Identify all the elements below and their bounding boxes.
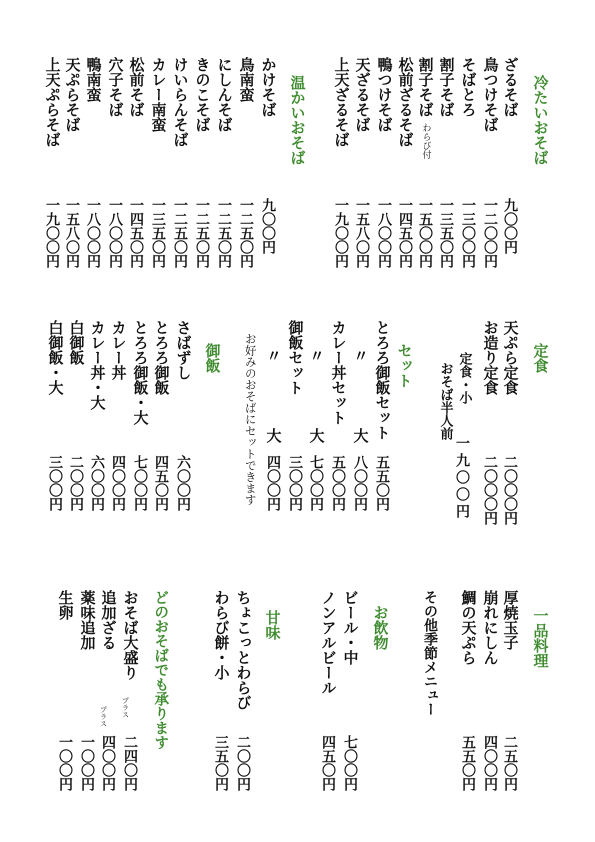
menu-item-price: 一八〇〇円 [85, 198, 101, 268]
menu-item-name: 割子そば [416, 57, 435, 117]
menu-item-name: かけそば [259, 57, 278, 117]
menu-item-name: 厚焼玉子 [501, 590, 520, 650]
menu-item-price: 二五〇円 [502, 735, 518, 791]
menu-item-price: 五五〇円 [374, 455, 390, 511]
menu-item-name: 鳥つけそば [481, 57, 500, 132]
menu-item-name: ノンアルビール [319, 590, 338, 695]
ditto-mark: 〃 [264, 348, 283, 363]
menu-item-name: おそば大盛り [121, 590, 140, 680]
menu-item-name: ざるそば [501, 57, 520, 117]
menu-item-price: 八〇〇円 [352, 455, 368, 511]
menu-item-name: カレー丼セット [329, 320, 348, 425]
menu-item-name: 生卵 [56, 590, 75, 620]
menu-item-name: 鴨南蛮 [84, 57, 103, 102]
menu-item-name: さばずし [174, 320, 193, 380]
menu-item-price: 一〇〇円 [79, 735, 95, 791]
menu-item-name: ちょこっとわらび [234, 590, 253, 710]
menu-item-name: 御飯セット [286, 320, 305, 395]
menu-item-price: 一八〇〇円 [376, 198, 392, 268]
menu-item-name: 白御飯・大 [46, 320, 65, 395]
menu-item-price: 七〇〇円 [132, 455, 148, 511]
menu-item-name: カレー南蛮 [149, 57, 168, 132]
ditto-mark: 〃 [351, 348, 370, 363]
menu-item-price: 一二〇〇円 [482, 198, 498, 268]
menu-item-price: 四五〇円 [320, 735, 336, 791]
menu-item-size: 大 [307, 428, 326, 443]
menu-item-price: 二〇〇〇円 [482, 455, 498, 525]
menu-item-price: 五五〇円 [460, 735, 476, 791]
menu-item-price: 一九〇〇円 [333, 198, 349, 268]
menu-item-price: 九〇〇円 [260, 198, 276, 254]
menu-item-price: 一五八〇円 [354, 198, 370, 268]
ditto-mark: 〃 [307, 348, 326, 363]
menu-item-name: きのこそば [193, 57, 212, 132]
menu-item-price: 六〇〇円 [175, 455, 191, 511]
menu-item-name: ビール・中 [341, 590, 360, 665]
section-heading-extras: どのおそばでも承ります [152, 590, 170, 750]
menu-item-subtext: おそば半人前 [437, 362, 453, 440]
menu-item-price: 一四五〇円 [128, 198, 144, 268]
section-heading-teishoku: 定食 [531, 343, 550, 373]
menu-item-price: 四〇〇円 [482, 735, 498, 791]
menu-item-price: 四〇〇円 [265, 455, 281, 511]
menu-item-price: 六〇〇円 [89, 455, 105, 511]
menu-item-price: 一五〇〇円 [417, 198, 433, 268]
menu-item-name: 鴨つけそば [375, 57, 394, 132]
menu-item-name: わらび餅・小 [212, 590, 231, 680]
menu-item-price: 一三五〇円 [438, 198, 454, 268]
menu-item-name: 薬味追加 [78, 590, 97, 650]
menu-item-name: カレー丼・大 [88, 320, 107, 410]
menu-item-name: 松前ざるそば [396, 57, 415, 147]
menu-item-price: 一二五〇円 [216, 198, 232, 268]
menu-item-name: 上天ぷらそば [43, 57, 62, 147]
menu-item-price: 九〇〇円 [502, 198, 518, 254]
section-heading-set: セット [395, 343, 414, 388]
menu-item-name: 天ざるそば [353, 57, 372, 132]
menu-item-price: 三〇〇円 [287, 455, 303, 511]
menu-item-price: 七〇〇円 [342, 735, 358, 791]
menu-item-price: 七〇〇円 [308, 455, 324, 511]
menu-item-note: わらび付 [420, 123, 431, 159]
section-heading-warm-soba: 温かいおそば [288, 75, 307, 165]
menu-item-price: 一四五〇円 [397, 198, 413, 268]
menu-item-name: とろろ御飯 [152, 320, 171, 395]
section-heading-gohan: 御飯 [203, 343, 222, 373]
menu-item-name: 鯛の天ぷら [459, 590, 478, 665]
menu-item-price: 三〇〇円 [47, 455, 63, 511]
menu-item-price: 二〇〇円 [235, 735, 251, 791]
menu-item-price: 二四〇円 [122, 735, 138, 791]
menu-item-price: 一三〇〇円 [460, 198, 476, 268]
price-prefix: プラス [99, 706, 108, 727]
menu-item-name: そばとろ [459, 57, 478, 117]
price-prefix: プラス [121, 697, 130, 718]
menu-item-name: 穴子そば [106, 57, 125, 117]
menu-item-price: 一〇〇円 [57, 735, 73, 791]
menu-item-price: 三五〇円 [213, 735, 229, 791]
menu-item-name: 天ぷら定食 [501, 320, 520, 395]
menu-item-size: 大 [264, 428, 283, 443]
menu-item-price: 一二五〇円 [194, 198, 210, 268]
section-heading-sweets: 甘味 [263, 610, 282, 640]
section-heading-ippin: 一品料理 [531, 608, 550, 668]
menu-item-price: 四〇〇円 [100, 735, 116, 791]
menu-item-name: とろろ御飯・大 [131, 320, 150, 425]
menu-item-name: カレー丼 [109, 320, 128, 380]
menu-item-name: 定食・小 [456, 352, 472, 404]
menu-item-name: 鳥南蛮 [237, 57, 256, 102]
menu-item-name: お造り定食 [481, 320, 500, 395]
menu-item-price: 一五八〇円 [64, 198, 80, 268]
menu-item-name: 天ぷらそば [63, 57, 82, 132]
section-heading-cold-soba: 冷たいおそば [531, 75, 550, 165]
section-heading-drinks: お飲物 [371, 605, 390, 650]
menu-item-name: 松前そば [127, 57, 146, 117]
menu-item-name: けいらんそば [171, 57, 190, 147]
menu-item-price: 四五〇円 [153, 455, 169, 511]
menu-item-name: 割子そば [437, 57, 456, 117]
menu-item-name: 追加ざる [99, 590, 118, 650]
menu-item-price: 一三五〇円 [150, 198, 166, 268]
menu-item-price: 一九〇〇円 [44, 198, 60, 268]
menu-item-name: 上天ざるそば [332, 57, 351, 147]
menu-item-price: 一二五〇円 [238, 198, 254, 268]
menu-item-name: 崩れにしん [481, 590, 500, 665]
menu-item-name: とろろ御飯セット [373, 320, 392, 440]
menu-item-price: 一八〇〇円 [107, 198, 123, 268]
menu-item-name: 白御飯 [67, 320, 86, 365]
seasonal-menu-note: その他季節メニュー [422, 590, 438, 716]
menu-item-price: 二〇〇円 [68, 455, 84, 511]
menu-item-price: 二〇〇〇円 [502, 455, 518, 525]
menu-item-name: にしんそば [215, 57, 234, 132]
set-note: お好みのおそばにセットできます [243, 333, 258, 506]
menu-item-price: 一九〇〇円 [454, 436, 470, 521]
menu-item-price: 一二五〇円 [172, 198, 188, 268]
menu-item-size: 大 [351, 428, 370, 443]
menu-item-price: 五〇〇円 [330, 455, 346, 511]
menu-item-price: 四〇〇円 [110, 455, 126, 511]
